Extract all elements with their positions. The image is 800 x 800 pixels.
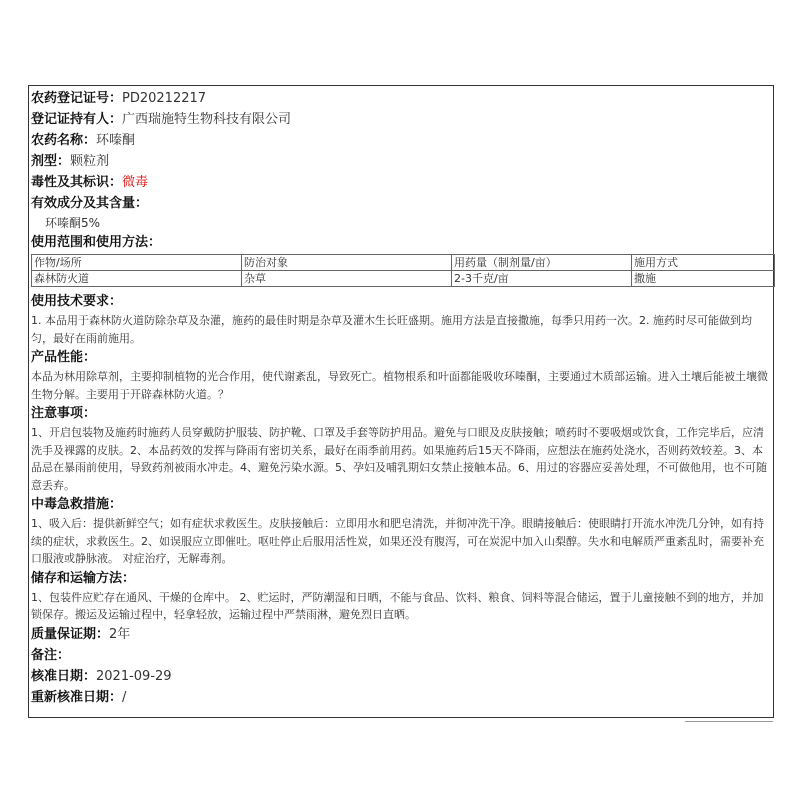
reg-no-row <box>31 88 773 109</box>
reapproval-date-row <box>31 687 773 708</box>
shelf-life-label: 质量保证期： <box>31 626 110 642</box>
name-value: 环嗪酮 <box>96 133 136 148</box>
holder-label: 登记证持有人： <box>31 112 123 127</box>
approval-date-label: 核准日期： <box>31 668 97 684</box>
reg-no-value: PD20212217 <box>122 91 207 106</box>
first-aid-label: 中毒急救措施： <box>31 497 123 512</box>
name-label: 农药名称： <box>31 133 97 148</box>
holder-value: 广西瑞施特生物科技有限公司 <box>122 112 292 127</box>
footer-divider <box>685 721 773 722</box>
ingredient-value: 环嗪酮5% <box>45 216 101 230</box>
usage-cell-crop: 森林防火道 <box>32 271 242 287</box>
formulation-value: 颗粒剂 <box>70 154 110 169</box>
tech-label: 使用技术要求： <box>31 294 123 309</box>
storage-label: 储存和运输方法： <box>31 570 136 586</box>
performance-label: 产品性能： <box>31 350 97 365</box>
usage-header-method: 施用方式 <box>632 255 775 271</box>
toxicity-label: 毒性及其标识： <box>31 175 123 190</box>
formulation-row <box>31 151 773 172</box>
remarks-label: 备注： <box>31 647 71 663</box>
reapproval-date-label: 重新核准日期： <box>31 689 123 705</box>
usage-cell-method: 撒施 <box>632 271 775 287</box>
usage-header-row <box>32 255 775 271</box>
formulation-label: 剂型： <box>31 154 71 169</box>
performance-text: 本品为林用除草剂，主要抑制植物的光合作用，使代谢紊乱，导致死亡。植物根系和叶面都能吸收环嗪酮，主要通过木质部运输。进入土壤后能被土壤微生物分解。主要用于开辟森林防火道。？ <box>31 370 768 401</box>
ingredient-label: 有效成分及其含量： <box>31 196 149 211</box>
first-aid-text: 1、吸入后：提供新鲜空气；如有症状求救医生。皮肤接触后：立即用水和肥皂清洗，并彻冲洗干净。眼睛接触后：使眼睛打开流水冲洗几分钟，如有持续的症状，求救医生。2、如误服应立即催吐。呕吐停止后服用活性炭，如果还没有腹泻，可在炭泥中加入山梨醇。失水和电解质严重紊乱时，需要补充口服液或静脉液。 对症治疗，无解毒剂。 <box>31 517 764 565</box>
shelf-life-value: 2年 <box>109 626 131 642</box>
name-row <box>31 130 773 151</box>
usage-data-row <box>32 271 775 287</box>
shelf-life-row <box>31 624 773 645</box>
precautions-label: 注意事项： <box>31 406 97 421</box>
pesticide-label-document <box>28 85 774 718</box>
usage-table <box>31 254 775 287</box>
usage-header-target: 防治对象 <box>242 255 452 271</box>
toxicity-row <box>31 172 773 193</box>
reapproval-date-value: / <box>122 689 127 705</box>
holder-row <box>31 109 773 130</box>
usage-label: 使用范围和使用方法： <box>31 235 162 250</box>
usage-cell-target: 杂草 <box>242 271 452 287</box>
remarks-row <box>31 645 773 666</box>
approval-date-value: 2021-09-29 <box>96 668 172 684</box>
approval-date-row <box>31 666 773 687</box>
usage-header-dosage: 用药量（制剂量/亩） <box>452 255 632 271</box>
usage-header-crop: 作物/场所 <box>32 255 242 271</box>
tech-text: 1. 本品用于森林防火道防除杂草及杂灌，施药的最佳时期是杂草及灌木生长旺盛期。施用方法是直接撒施，每季只用药一次。2. 施药时尽可能做到均匀，最好在雨前施用。 <box>31 314 752 345</box>
toxicity-value: 微毒 <box>122 175 149 190</box>
storage-text: 1、包装件应贮存在通风、干燥的仓库中。 2、贮运时，严防潮湿和日晒，不能与食品、饮料、粮食、饲料等混合储运，置于儿童接触不到的地方，并加锁保存。搬运及运输过程中，轻拿轻放，运输过程中严禁雨淋，避免烈日直晒。 <box>31 590 764 621</box>
reg-no-label: 农药登记证号： <box>31 91 123 106</box>
usage-cell-dosage: 2-3千克/亩 <box>452 271 632 287</box>
precautions-text: 1、开启包装物及施药时施药人员穿戴防护服装、防护靴、口罩及手套等防护用品。避免与口眼及皮肤接触；喷药时不要吸烟或饮食，工作完毕后，应清洗手及裸露的皮肤。2、本品药效的发挥与降雨有密切关系，最好在雨季前用药。如果施药后15天不降雨，应想法在施药处浇水，否则药效较差。3、本品忌在暴雨前使用，导致药剂被雨水冲走。4、避免污染水源。5、孕妇及哺乳期妇女禁止接触本品。6、用过的容器应妥善处理，不可做他用，也不可随意丢弃。 <box>31 426 767 492</box>
